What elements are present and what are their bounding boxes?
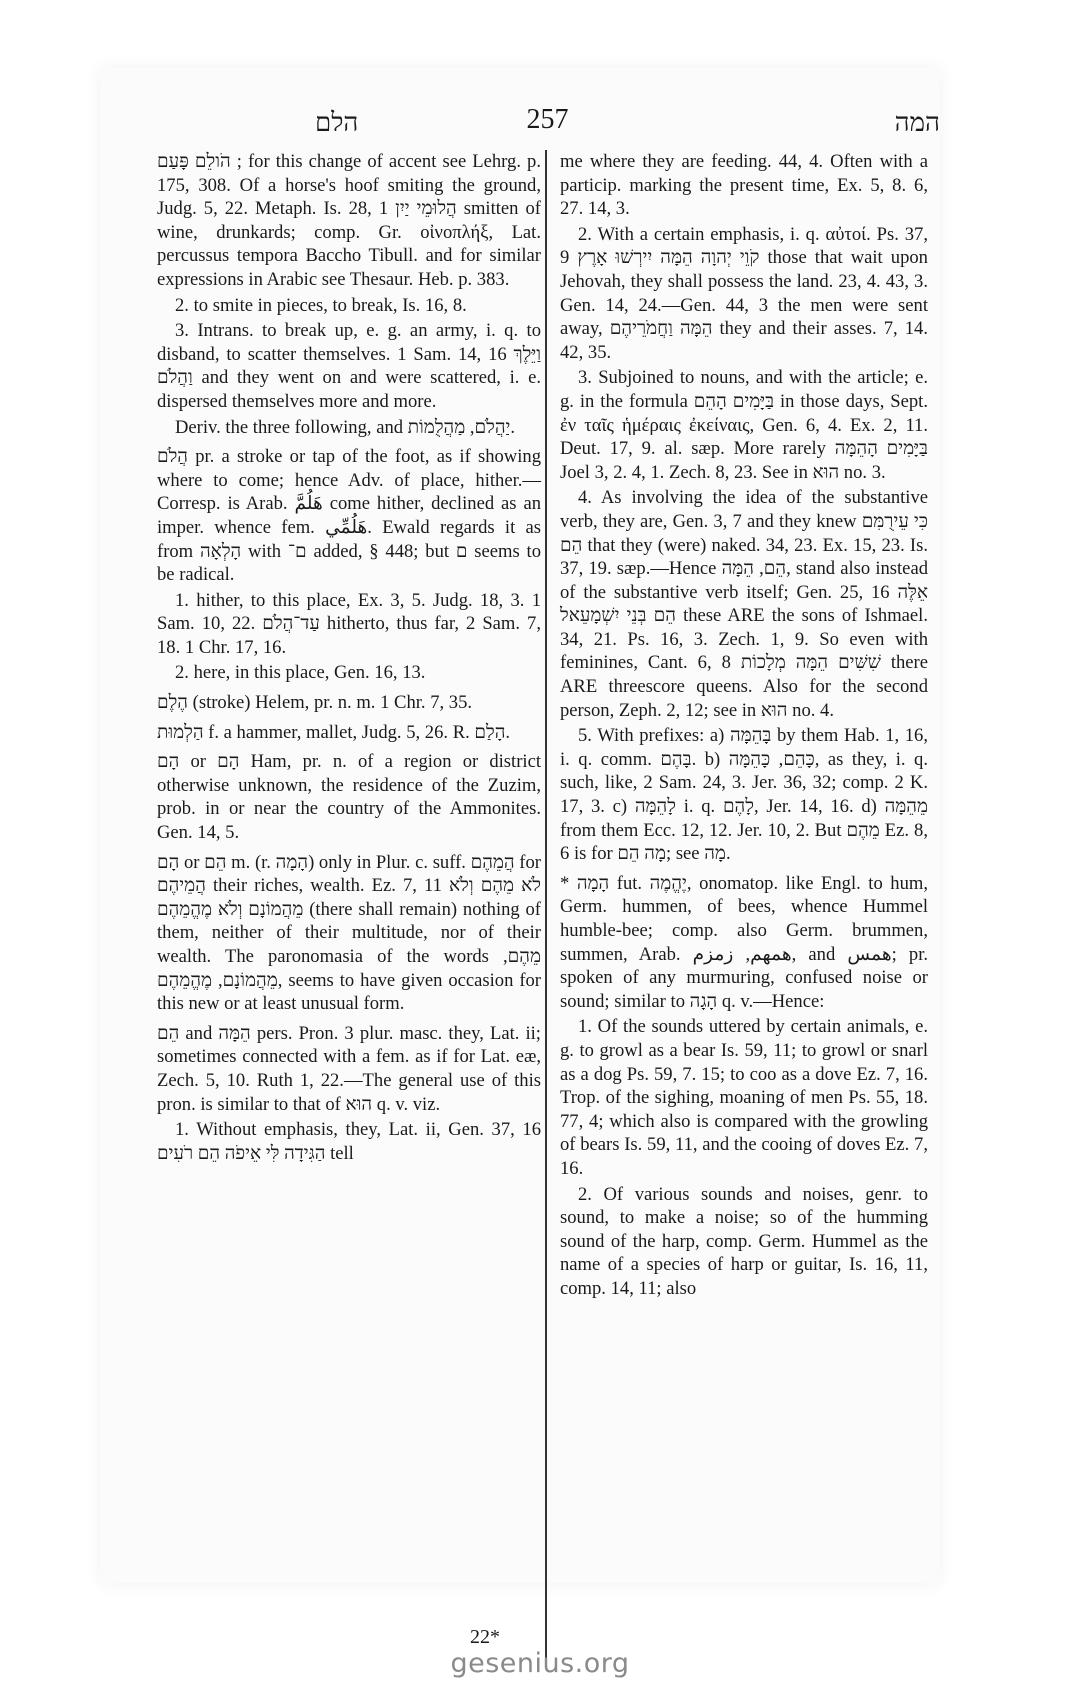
paragraph: Deriv. the three following, and יַהֲלֹם, מַהֲלֻמוֹת. bbox=[175, 416, 516, 438]
signature-mark: 22* bbox=[470, 1626, 500, 1648]
dictionary-entry: הַלְמוּת f. a hammer, mallet, Judg. 5, 26. R. הָלַם. bbox=[157, 721, 511, 743]
dictionary-entry: הֶלֶם (stroke) Helem, pr. n. m. 1 Chr. 7, 35. bbox=[157, 692, 473, 714]
paragraph: 1. hither, to this place, Ex. 3, 5. Judg. 18, 3. 1 Sam. 10, 22. עַד־הֲלֹם hitherto, thus far, 2 Sam. 7, 18. 1 Chr. 17, 16. bbox=[157, 589, 542, 658]
paragraph: 2. With a certain emphasis, i. q. αὐτοί. Ps. 37, 9 קֹוֵי יְהוָה הֵמָּה יִירְשׁוּ אָרֶץ those that wait upon Jehovah, they shall possess the land. 23, 4. 43, 3. Gen. 14, 24.—Gen. 44, 3 the men were sent away, הֵמָּה וַחֲמֹרֵיהֶם they and their asses. 7, 14. 42, 35. bbox=[560, 223, 928, 363]
paragraph: 3. Intrans. to break up, e. g. an army, i. q. to disband, to scatter themselves. 1 Sam. 14, 16 וַיֵּלֶךְ וַהֲלֹם and they went on and were scattered, i. e. dispersed themselves more and more. bbox=[157, 320, 541, 412]
header-left-word: הלם bbox=[315, 108, 359, 137]
dictionary-entry: הָם or הָם Ham, pr. n. of a region or district otherwise unknown, the residence of the Zuzim, prob. in or near the country of the Ammonites. Gen. 14, 5. bbox=[157, 751, 541, 844]
dictionary-entry: הֵם and הֵמָּה pers. Pron. 3 plur. masc. they, Lat. ii; sometimes connected with a fem. as if for Lat. eæ, Zech. 5, 10. Ruth 1, 22.—The general use of this pron. is similar to that of הוּא q. v. viz. bbox=[157, 1022, 541, 1115]
paragraph: 5. With prefixes: a) בָּהֵמָּה by them Hab. 1, 16, i. q. comm. בָּהֶם. b) כָּהֵם, כָּהֵמָּה, as they, i. q. such, like, 2 Sam. 24, 3. Jer. 36, 32; comp. 2 K. 17, 3. c) לָהֵמָּה i. q. לָהֶם, Jer. 14, 16. d) מֵהֵמָּה from them Ecc. 12, 12. Jer. 10, 2. But מֵהֶם Ez. 8, 6 is for מָה הֵם; see מָה. bbox=[560, 725, 928, 865]
paragraph: 3. Subjoined to nouns, and with the article; e. g. in the formula בַּיָּמִים הָהֵם in those days, Sept. ἐν ταῖς ἡμέραις ἐκείναις, Gen. 6, 4. Ex. 2, 11. Deut. 17, 9. al. sæp. More rarely בַּיָּמִים הָהֵמָּה Joel 3, 2. 4, 1. Zech. 8, 23. See in הוּא no. 3. bbox=[560, 367, 929, 483]
running-header bbox=[155, 104, 940, 144]
paragraph: 2. here, in this place, Gen. 16, 13. bbox=[175, 662, 426, 684]
page-number: 257 bbox=[526, 104, 569, 135]
paragraph: הֹולֵם פָּעַם ; for this change of accent see Lehrg. p. 175, 308. Of a horse's hoof smiting the ground, Judg. 5, 22. Metaph. Is. 28, 1 הֲלוּמֵי יַיִן smitten of wine, drunkards; comp. Gr. οἰνοπλήξ, Lat. percussus tempora Baccho Tibull. and for similar expressions in Arabic see Thesaur. Heb. p. 383. bbox=[157, 151, 541, 290]
left-column bbox=[157, 150, 541, 1167]
paragraph: me where they are feeding. 44, 4. Often with a particip. marking the present time, Ex. 5, 8. 6, 27. 14, 3. bbox=[560, 151, 928, 220]
column-divider bbox=[545, 150, 547, 1660]
header-right-word: המה bbox=[894, 108, 940, 137]
paragraph: 2. Of various sounds and noises, genr. to sound, to make a noise; so of the humming sound of the harp, comp. Germ. Hummel as the name of a species of harp or guitar, Is. 16, 11, comp. 14, 11; also bbox=[560, 1183, 928, 1299]
site-watermark[interactable]: gesenius.org bbox=[450, 1648, 630, 1679]
dictionary-entry: הֲלֹם pr. a stroke or tap of the foot, as if showing where to come; hence Adv. of place, hither.—Corresp. is Arab. هَلُمَّ come hither, declined as an imper. whence fem. هَلُمِّي. Ewald regards it as from הָלְאָה with ם־ added, § 448; but ם seems to be radical. bbox=[157, 446, 542, 586]
dictionary-entry: הָם or הֵם m. (r. הָמָה) only in Plur. c. suff. הֲמֵהֶם for הֲמֵיהֶם their riches, wealth. Ez. 7, 11 לֹא מֵהֶם וְלֹא מֵהֲמוֹנָם וְלֹא מֶהֱמֵהֶם (there shall remain) nothing of them, neither of their multitude, nor of their wealth. The paronomasia of the words מֵהֶם, מֵהֲמוֹנָם, מֶהֱמֵהֶם, seems to have given occasion for this new or at least unusual form. bbox=[157, 851, 541, 1015]
paragraph: 4. As involving the idea of the substantive verb, they are, Gen. 3, 7 and they knew כִּי עֵירֻמִּם הֵם that they (were) naked. 34, 23. Ex. 15, 23. Is. 37, 19. sæp.—Hence הֵם, הֵמָּה, stand also instead of the substantive verb itself; Gen. 25, 16 אֵלֶּה הֵם בְּנֵי יִשְׁמָעֵאל these ARE the sons of Ishmael. 34, 21. Ps. 16, 3. Zech. 1, 9. So even with feminines, Cant. 6, 8 שִׁשִּׁים הֵמָּה מְלָכוֹת there ARE threescore queens. Also for the second person, Zeph. 2, 12; see in הוּא no. 4. bbox=[560, 487, 928, 721]
right-column bbox=[560, 150, 928, 1303]
dictionary-entry: * הָמָה fut. יֶהֱמֶה, onomatop. like Engl. to hum, Germ. hummen, of bees, whence Hummel humble-bee; comp. also Germ. brummen, summen, Arab. همهم, زمزم, and همس; pr. spoken of any murmuring, confused noise or sound; similar to הָגָה q. v.—Hence: bbox=[560, 872, 929, 1012]
paragraph: 1. Without emphasis, they, Lat. ii, Gen. 37, 16 הַגִּידָה לִּי אֵיפֹה הֵם רֹעִים tell bbox=[157, 1119, 541, 1164]
paragraph: 2. to smite in pieces, to break, Is. 16, 8. bbox=[175, 294, 467, 316]
paragraph: 1. Of the sounds uttered by certain animals, e. g. to growl as a bear Is. 59, 11; to growl or snarl as a dog Ps. 59, 7. 15; to coo as a dove Ez. 7, 16. Trop. of the sighing, moaning of men Ps. 55, 18. 77, 4; which also is compared with the growling of bears Is. 59, 11, and the cooing of doves Ez. 7, 16. bbox=[560, 1016, 928, 1179]
